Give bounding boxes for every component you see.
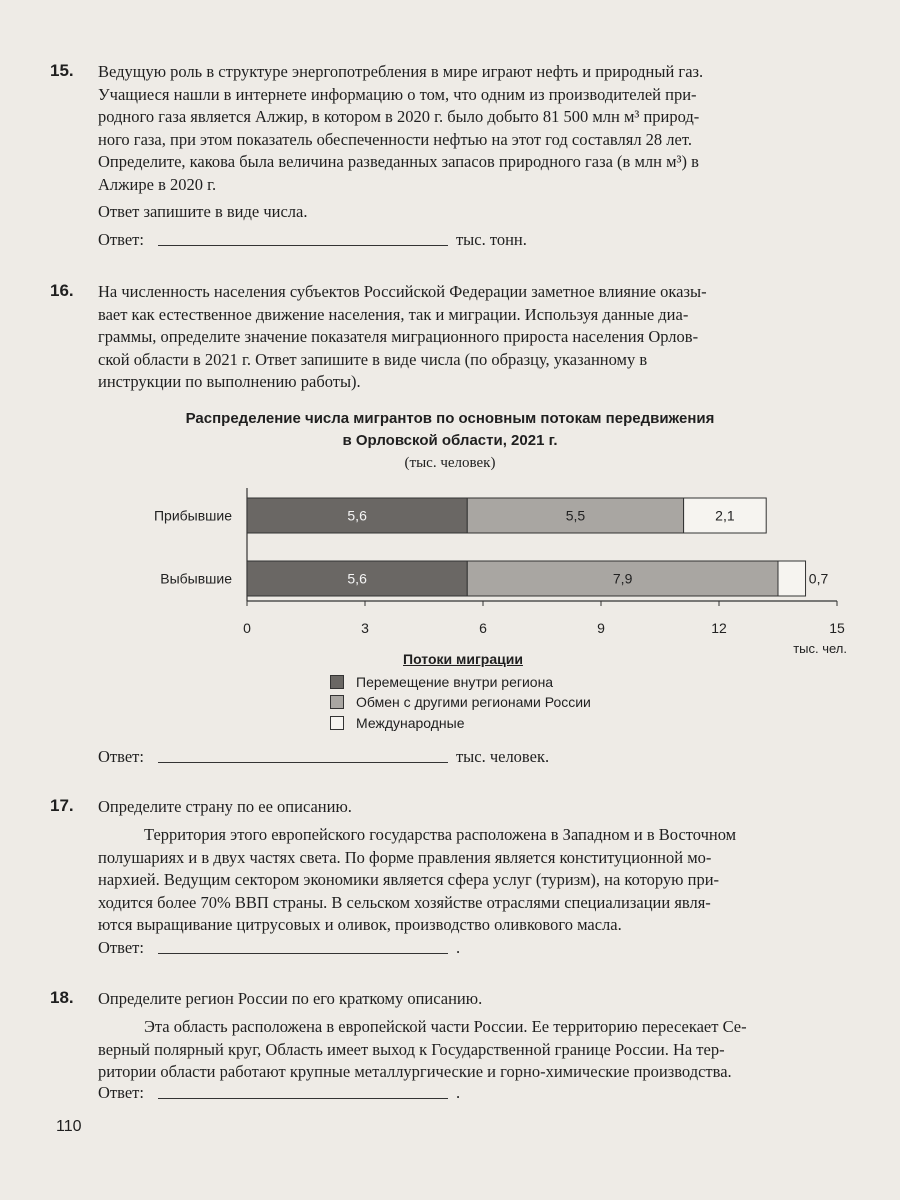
- legend-item-other-regions: [330, 694, 591, 710]
- legend-swatch-white: [330, 716, 344, 730]
- page-number: 110: [56, 1118, 82, 1135]
- question-15-text: [98, 61, 884, 196]
- x-axis-unit-label: тыс. чел.: [793, 641, 847, 656]
- x-tick-label: 3: [361, 620, 369, 636]
- x-tick-label: 0: [243, 620, 251, 636]
- question-16-answer-row: [98, 747, 549, 767]
- category-label: Прибывшие: [153, 507, 232, 524]
- x-tick-label: 6: [479, 620, 487, 636]
- q15-line: Определите, какова была величина разведанных запасов природного газа (в млн м³) в: [98, 152, 699, 171]
- bar-segment: [778, 561, 806, 596]
- question-17-number: 17.: [50, 796, 74, 815]
- bar-value-label: 7,9: [612, 570, 633, 587]
- answer-18-field[interactable]: [158, 1097, 448, 1099]
- answer-label: Ответ:: [98, 747, 144, 766]
- q15-line: ного газа, при этом показатель обеспеченности нефтью на этот год составлял 28 лет.: [98, 129, 692, 149]
- q18-line: верный полярный круг, Область имеет выход к Государственной границе России. На тер-: [98, 1039, 725, 1059]
- answer-unit: тыс. тонн.: [455, 230, 527, 249]
- q17-line: полушариях и в двух частях света. По форме правления является конституционной мо-: [98, 847, 712, 867]
- q16-line: граммы, определите значение показателя миграционного прироста населения Орлов-: [98, 327, 699, 346]
- q17-line: ходится более 70% ВВП страны. В сельском хозяйстве отраслями специализации явля-: [98, 892, 711, 912]
- question-17-answer-row: [98, 938, 460, 958]
- legend-swatch-gray: [330, 695, 344, 709]
- q16-line: ской области в 2021 г. Ответ запишите в виде числа (по образцу, указанному в: [98, 349, 648, 369]
- question-17-prompt: Определите страну по ее описанию.: [98, 797, 352, 816]
- legend-label: Обмен с другими регионами России: [356, 694, 591, 710]
- q15-line: родного газа является Алжир, в котором в 2020 г. было добыто 81 500 млн м³ природ-: [98, 107, 700, 126]
- answer-label: Ответ:: [98, 230, 144, 249]
- migration-bar-chart: [0, 480, 900, 670]
- question-18-text: [98, 1016, 884, 1084]
- x-tick-label: 12: [711, 620, 727, 636]
- q16-line: инструкции по выполнению работы).: [98, 372, 361, 391]
- question-15-instruction: Ответ запишите в виде числа.: [98, 202, 308, 221]
- answer-unit: .: [455, 938, 461, 957]
- bar-value-label: 5,6: [347, 570, 367, 587]
- chart-title: [150, 408, 750, 452]
- q16-line: вает как естественное движение населения, так и миграции. Используя данные диа-: [98, 304, 689, 324]
- answer-unit: тыс. человек.: [455, 747, 550, 766]
- legend-item-international: [330, 715, 465, 731]
- question-18-number: 18.: [50, 988, 74, 1007]
- question-16-number: 16.: [50, 281, 74, 300]
- x-tick-label: 9: [597, 620, 605, 636]
- q18-line: Эта область расположена в европейской части России. Ее территорию пересекает Се-: [144, 1017, 747, 1036]
- bar-value-label: 5,5: [565, 507, 586, 524]
- chart-title-line: в Орловской области, 2021 г.: [342, 432, 558, 449]
- category-label: Выбывшие: [160, 570, 232, 587]
- question-18-prompt: Определите регион России по его краткому описанию.: [98, 989, 483, 1008]
- q18-line: ритории области работают крупные металлургические и горно-химические производства.: [98, 1062, 732, 1081]
- answer-label: Ответ:: [98, 1083, 144, 1102]
- answer-unit: .: [455, 1083, 461, 1102]
- answer-label: Ответ:: [98, 938, 144, 957]
- question-17-text: [98, 824, 884, 937]
- answer-16-field[interactable]: [158, 761, 448, 763]
- chart-subtitle: (тыс. человек): [404, 455, 496, 471]
- chart-title-line: Распределение числа мигрантов по основным потокам передвижения: [185, 410, 715, 427]
- question-16-text: [98, 281, 884, 394]
- q15-line: Учащиеся нашли в интернете информацию о том, что одним из производителей при-: [98, 84, 697, 104]
- q16-line: На численность населения субъектов Российской Федерации заметное влияние оказы-: [98, 282, 707, 301]
- legend-label: Перемещение внутри региона: [356, 674, 554, 690]
- legend-title: Потоки миграции: [403, 651, 523, 667]
- q17-line: Территория этого европейского государства расположена в Западном и в Восточном: [144, 825, 737, 844]
- question-15-number: 15.: [50, 61, 74, 80]
- legend-swatch-dark: [330, 675, 344, 689]
- question-15-answer-row: [98, 230, 527, 250]
- legend-item-within-region: [330, 674, 553, 690]
- x-tick-label: 15: [829, 620, 845, 636]
- bar-value-label: 5,6: [347, 507, 367, 524]
- q15-line: Алжире в 2020 г.: [98, 174, 217, 194]
- answer-15-field[interactable]: [158, 244, 448, 246]
- q17-line: ются выращивание цитрусовых и оливок, производство оливкового масла.: [98, 915, 622, 934]
- legend-label: Международные: [356, 715, 465, 731]
- answer-17-field[interactable]: [158, 952, 448, 954]
- bar-value-label: 0,7: [808, 570, 829, 587]
- bar-value-label: 2,1: [715, 507, 735, 524]
- question-18-answer-row: [98, 1083, 460, 1103]
- q15-line: Ведущую роль в структуре энергопотребления в мире играют нефть и природный газ.: [98, 62, 704, 81]
- q17-line: нархией. Ведущим сектором экономики является сфера услуг (туризм), на которую при-: [98, 870, 720, 889]
